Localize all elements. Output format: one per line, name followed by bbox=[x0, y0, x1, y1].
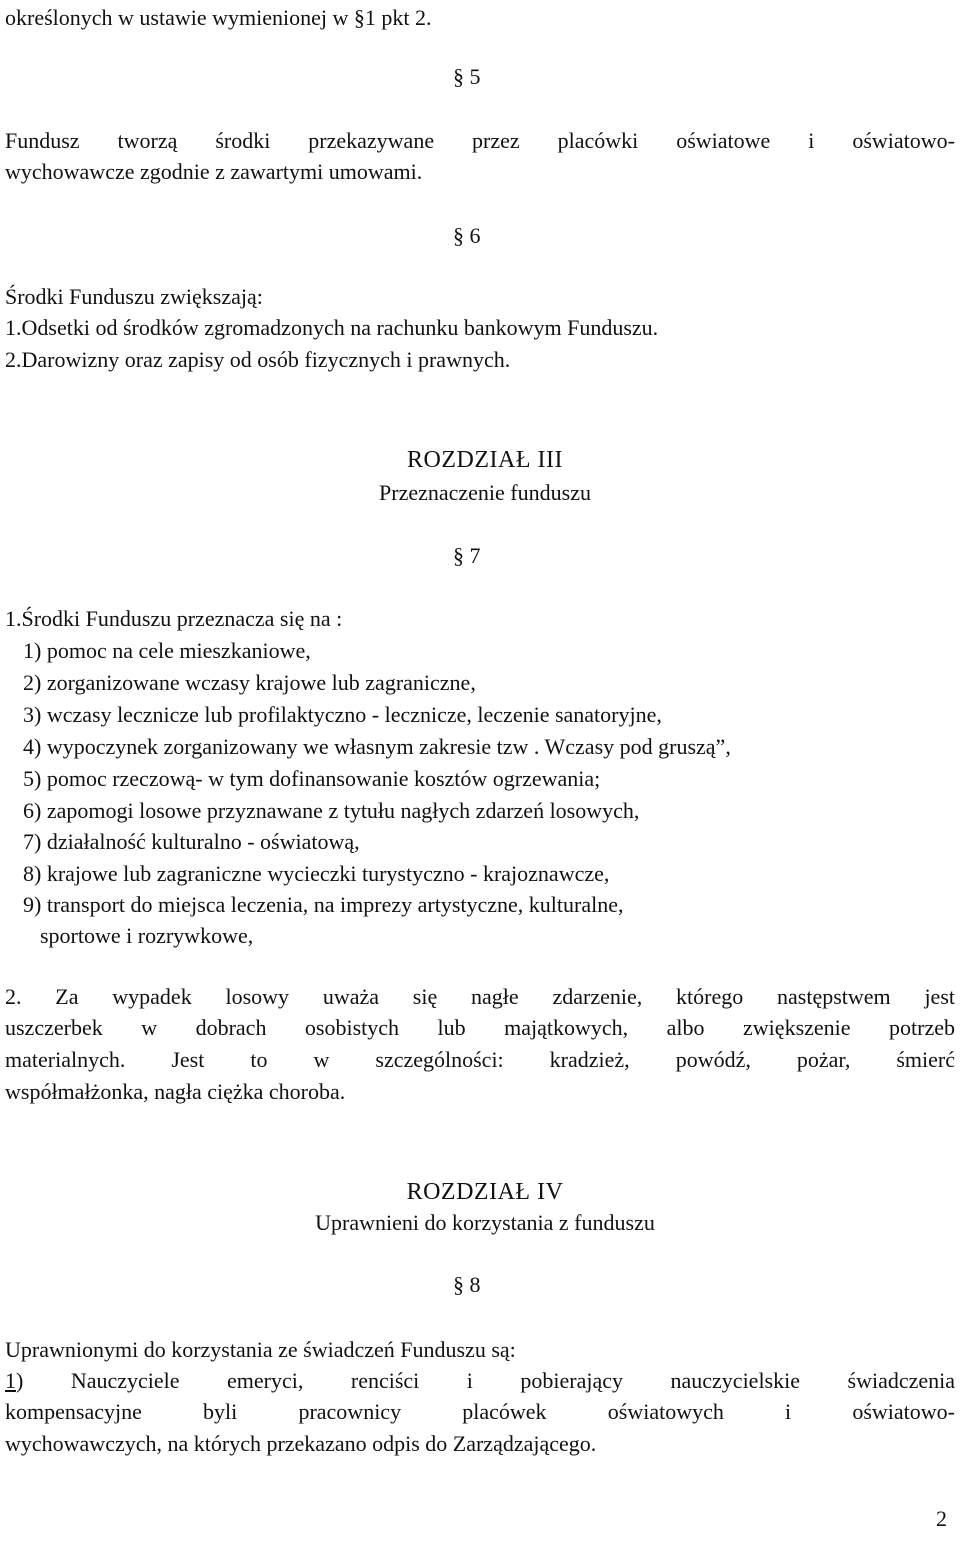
chapter-3-title: ROZDZIAŁ III bbox=[407, 447, 563, 473]
list-item: 6) zapomogi losowe przyznawane z tytułu nagłych zdarzeń losowych, bbox=[23, 798, 640, 823]
item-number: 1 bbox=[5, 1368, 16, 1393]
text-line: współmałżonka, nagła ciężka choroba. bbox=[5, 1079, 346, 1104]
section-8-heading: § 8 bbox=[453, 1272, 481, 1297]
section-5-heading: § 5 bbox=[453, 64, 481, 89]
text-line: wychowawczych, na których przekazano odpis do Zarządzającego. bbox=[5, 1431, 597, 1456]
item-text: ) Nauczyciele emeryci, renciści i pobierający nauczycielskie świadczenia bbox=[16, 1368, 955, 1393]
list-item: 3) wczasy lecznicze lub profilaktyczno - lecznicze, leczenie sanatoryjne, bbox=[23, 702, 662, 727]
list-item: 5) pomoc rzeczową- w tym dofinansowanie kosztów ogrzewania; bbox=[23, 766, 601, 791]
text-line: określonych w ustawie wymienionej w §1 pkt 2. bbox=[5, 5, 432, 30]
section-7-heading: § 7 bbox=[453, 543, 481, 568]
text-line: 2.Darowizny oraz zapisy od osób fizycznych i prawnych. bbox=[5, 347, 511, 372]
text-line: Uprawnionymi do korzystania ze świadczeń Funduszu są: bbox=[5, 1337, 516, 1362]
list-item-continuation: sportowe i rozrywkowe, bbox=[40, 923, 254, 948]
list-item: 2) zorganizowane wczasy krajowe lub zagraniczne, bbox=[23, 670, 476, 695]
page-number: 2 bbox=[936, 1506, 947, 1531]
text-line: Fundusz tworzą środki przekazywane przez placówki oświatowe i oświatowo- bbox=[5, 128, 955, 153]
text-line: kompensacyjne byli pracownicy placówek oświatowych i oświatowo- bbox=[5, 1399, 955, 1424]
chapter-4-title: ROZDZIAŁ IV bbox=[406, 1179, 564, 1205]
text-line bbox=[5, 1366, 955, 1396]
chapter-4-subtitle: Uprawnieni do korzystania z funduszu bbox=[315, 1210, 655, 1235]
text-line: Środki Funduszu zwiększają: bbox=[5, 284, 263, 309]
list-item: 1) pomoc na cele mieszkaniowe, bbox=[23, 638, 311, 663]
list-item: 8) krajowe lub zagraniczne wycieczki turystyczno - krajoznawcze, bbox=[23, 861, 610, 886]
text-line: 1.Środki Funduszu przeznacza się na : bbox=[5, 606, 343, 631]
text-line: materialnych. Jest to w szczególności: kradzież, powódź, pożar, śmierć bbox=[5, 1047, 955, 1072]
text-line: 1.Odsetki od środków zgromadzonych na rachunku bankowym Funduszu. bbox=[5, 315, 659, 340]
text-line: uszczerbek w dobrach osobistych lub majątkowych, albo zwiększenie potrzeb bbox=[5, 1015, 955, 1040]
text-line: 2. Za wypadek losowy uważa się nagłe zdarzenie, którego następstwem jest bbox=[5, 984, 955, 1009]
list-item: 9) transport do miejsca leczenia, na imprezy artystyczne, kulturalne, bbox=[23, 892, 624, 917]
chapter-3-subtitle: Przeznaczenie funduszu bbox=[379, 480, 591, 505]
list-item: 7) działalność kulturalno - oświatową, bbox=[23, 829, 360, 854]
list-item: 4) wypoczynek zorganizowany we własnym zakresie tzw . Wczasy pod gruszą”, bbox=[23, 734, 731, 759]
section-6-heading: § 6 bbox=[453, 223, 481, 248]
text-line: wychowawcze zgodnie z zawartymi umowami. bbox=[5, 159, 423, 184]
